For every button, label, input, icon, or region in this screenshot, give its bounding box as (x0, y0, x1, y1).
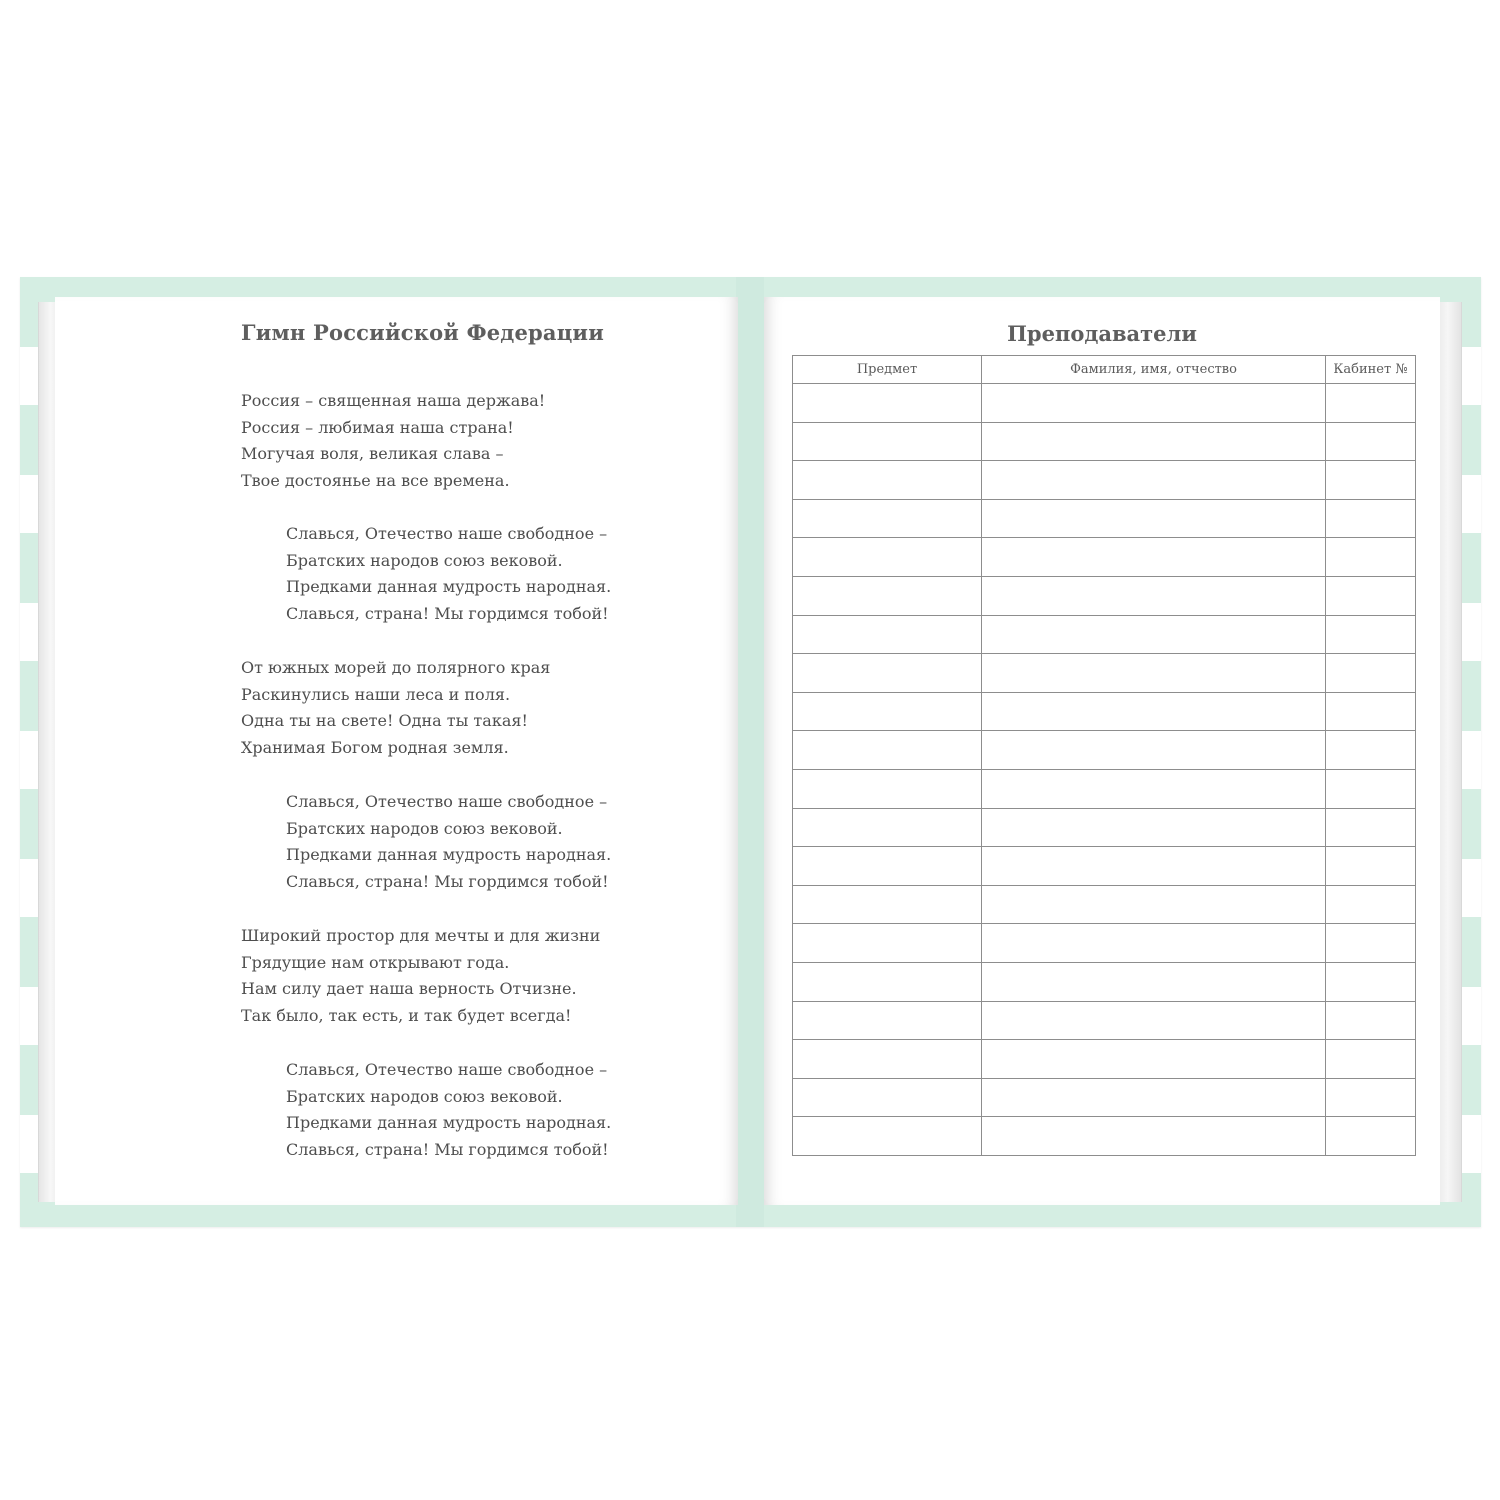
table-row (793, 1117, 1416, 1156)
table-row (793, 731, 1416, 770)
cell-room (1326, 962, 1416, 1001)
cell-full-name (982, 847, 1326, 886)
table-row (793, 615, 1416, 654)
cell-room (1326, 692, 1416, 731)
teachers-table (792, 355, 1416, 1156)
anthem-line: Славься, страна! Мы гордимся тобой! (286, 871, 609, 891)
cell-full-name (982, 499, 1326, 538)
anthem-line: Славься, страна! Мы гордимся тобой! (286, 603, 609, 623)
cell-full-name (982, 962, 1326, 1001)
table-row (793, 847, 1416, 886)
table-row (793, 885, 1416, 924)
cell-room (1326, 384, 1416, 423)
cell-subject (793, 885, 982, 924)
anthem-line: Россия – священная наша держава! (241, 391, 546, 410)
cell-room (1326, 654, 1416, 693)
anthem-line: Россия – любимая наша страна! (241, 417, 514, 437)
anthem-line: Славься, страна! Мы гордимся тобой! (286, 1139, 609, 1159)
cell-full-name (982, 1117, 1326, 1156)
cell-subject (793, 924, 982, 963)
anthem-chorus-3 (286, 1057, 611, 1163)
anthem-line: Так было, так есть, и так будет всегда! (241, 1005, 572, 1025)
cell-room (1326, 615, 1416, 654)
anthem-line: Предками данная мудрость народная. (286, 845, 612, 864)
column-header-full-name: Фамилия, имя, отчество (982, 356, 1326, 384)
column-header-room: Кабинет № (1326, 356, 1416, 384)
cell-room (1326, 885, 1416, 924)
anthem-verse-2 (241, 655, 550, 761)
anthem-verse-3 (241, 923, 600, 1029)
table-row (793, 769, 1416, 808)
cell-full-name (982, 885, 1326, 924)
anthem-line: Славься, Отечество наше свободное – (286, 1060, 608, 1079)
table-row (793, 1078, 1416, 1117)
cell-full-name (982, 538, 1326, 577)
anthem-line: Братских народов союз вековой. (286, 818, 563, 838)
cell-full-name (982, 924, 1326, 963)
anthem-line: Широкий простор для мечты и для жизни (241, 926, 601, 945)
anthem-line: Раскинулись наши леса и поля. (241, 684, 511, 704)
cell-full-name (982, 769, 1326, 808)
right-page (764, 297, 1440, 1205)
table-row (793, 576, 1416, 615)
cell-subject (793, 576, 982, 615)
table-row (793, 499, 1416, 538)
table-row (793, 962, 1416, 1001)
anthem-line: Братских народов союз вековой. (286, 550, 563, 570)
cell-full-name (982, 1078, 1326, 1117)
anthem-line: Славься, Отечество наше свободное – (286, 792, 608, 811)
cell-full-name (982, 1001, 1326, 1040)
table-row (793, 1040, 1416, 1079)
table-row (793, 461, 1416, 500)
table-row (793, 384, 1416, 423)
teachers-title: Преподаватели (1007, 321, 1197, 346)
table-row (793, 654, 1416, 693)
cell-room (1326, 422, 1416, 461)
anthem-line: Твое достоянье на все времена. (241, 470, 510, 490)
cell-subject (793, 1001, 982, 1040)
cell-room (1326, 808, 1416, 847)
cell-room (1326, 538, 1416, 577)
cell-subject (793, 769, 982, 808)
cell-room (1326, 924, 1416, 963)
table-header-row (793, 356, 1416, 384)
anthem-line: От южных морей до полярного края (241, 658, 551, 677)
anthem-line: Одна ты на свете! Одна ты такая! (241, 711, 528, 730)
anthem-line: Братских народов союз вековой. (286, 1086, 563, 1106)
cell-full-name (982, 1040, 1326, 1079)
cell-full-name (982, 461, 1326, 500)
cell-subject (793, 538, 982, 577)
cell-full-name (982, 615, 1326, 654)
cell-room (1326, 769, 1416, 808)
anthem-line: Предками данная мудрость народная. (286, 577, 612, 596)
table-row (793, 808, 1416, 847)
cell-room (1326, 1001, 1416, 1040)
cell-full-name (982, 654, 1326, 693)
anthem-line: Предками данная мудрость народная. (286, 1113, 612, 1132)
cell-full-name (982, 384, 1326, 423)
cell-subject (793, 1117, 982, 1156)
cell-subject (793, 422, 982, 461)
anthem-title: Гимн Российской Федерации (241, 320, 604, 345)
anthem-line: Славься, Отечество наше свободное – (286, 524, 608, 543)
cell-subject (793, 461, 982, 500)
cell-subject (793, 731, 982, 770)
teachers-table-body (793, 384, 1416, 1156)
cell-room (1326, 847, 1416, 886)
cell-subject (793, 808, 982, 847)
cell-subject (793, 1040, 982, 1079)
anthem-verse-1 (241, 388, 545, 494)
anthem-chorus-2 (286, 789, 611, 895)
cell-full-name (982, 692, 1326, 731)
table-row (793, 692, 1416, 731)
anthem-chorus-1 (286, 521, 611, 627)
left-page (55, 297, 738, 1205)
column-header-subject: Предмет (793, 356, 982, 384)
cell-subject (793, 847, 982, 886)
cell-subject (793, 499, 982, 538)
cell-full-name (982, 731, 1326, 770)
anthem-line: Нам силу дает наша верность Отчизне. (241, 979, 577, 998)
anthem-line: Хранимая Богом родная земля. (241, 737, 509, 757)
notebook-spine (736, 277, 764, 1227)
cell-subject (793, 654, 982, 693)
anthem-line: Грядущие нам открывают года. (241, 952, 510, 972)
cell-room (1326, 731, 1416, 770)
cell-room (1326, 1040, 1416, 1079)
cell-subject (793, 1078, 982, 1117)
cell-room (1326, 1078, 1416, 1117)
cell-full-name (982, 808, 1326, 847)
cell-full-name (982, 422, 1326, 461)
cell-room (1326, 461, 1416, 500)
cell-room (1326, 576, 1416, 615)
table-row (793, 422, 1416, 461)
cell-subject (793, 615, 982, 654)
anthem-line: Могучая воля, великая слава – (241, 444, 504, 463)
cell-subject (793, 384, 982, 423)
cell-room (1326, 1117, 1416, 1156)
table-row (793, 1001, 1416, 1040)
cell-subject (793, 692, 982, 731)
cell-room (1326, 499, 1416, 538)
cell-subject (793, 962, 982, 1001)
table-row (793, 538, 1416, 577)
cell-full-name (982, 576, 1326, 615)
table-row (793, 924, 1416, 963)
